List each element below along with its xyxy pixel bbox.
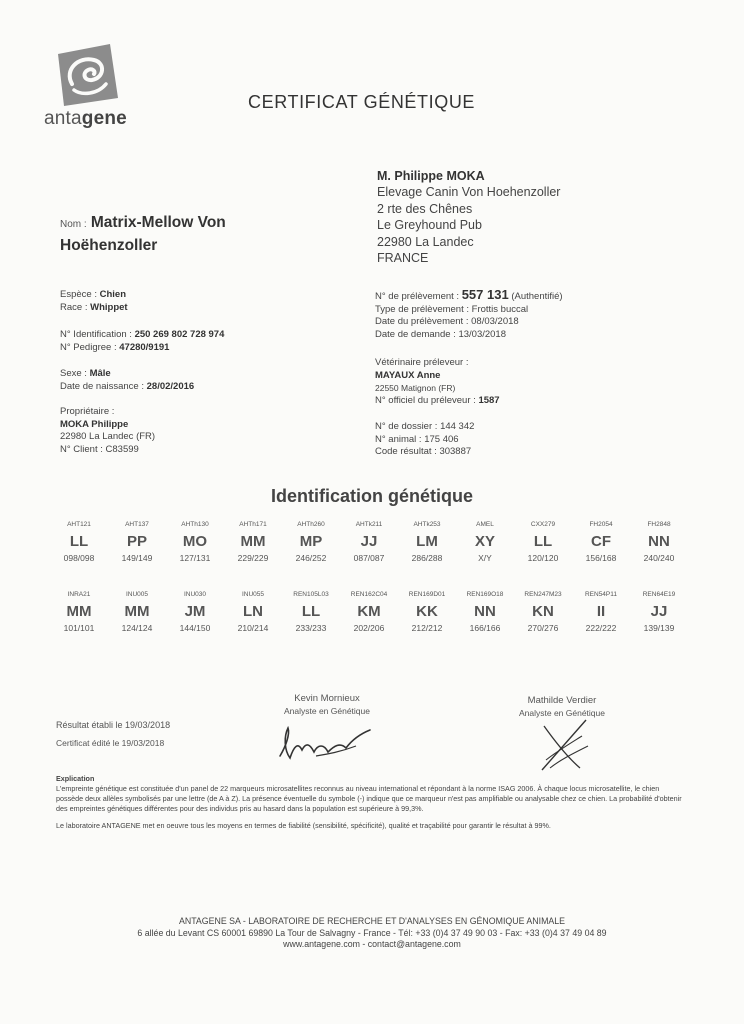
marker-cell <box>282 588 340 634</box>
marker-genotype: MP <box>299 533 323 550</box>
marker-name: AHTh260 <box>297 521 325 528</box>
marker-alleles: 286/288 <box>411 553 443 563</box>
marker-cell <box>572 588 630 634</box>
marker-name: CXX279 <box>530 521 556 528</box>
marker-cell <box>456 518 514 564</box>
marker-genotype: NN <box>648 533 670 550</box>
signature-2-handwriting <box>536 716 596 779</box>
marker-name: FH2054 <box>589 521 613 528</box>
resultat-date: Résultat établi le 19/03/2018 <box>56 720 171 730</box>
marker-cell <box>108 518 166 564</box>
marker-genotype: JM <box>184 603 206 620</box>
marker-genotype: JJ <box>650 603 668 620</box>
marker-alleles: 120/120 <box>527 553 559 563</box>
certificat-date: Certificat édité le 19/03/2018 <box>56 738 165 748</box>
marker-alleles: 156/168 <box>585 553 617 563</box>
genotype-table-row-1 <box>50 518 688 564</box>
marker-cell <box>630 518 688 564</box>
marker-name: AHTh171 <box>239 521 267 528</box>
owner-address-line: Elevage Canin Von Hoehenzoller <box>377 185 561 200</box>
marker-genotype: KN <box>532 603 554 620</box>
marker-genotype: MM <box>66 603 92 620</box>
marker-genotype: KM <box>357 603 381 620</box>
marker-genotype: KK <box>416 603 438 620</box>
marker-alleles: 222/222 <box>585 623 617 633</box>
footer-address: 6 allée du Levant CS 60001 69890 La Tour de Salvagny - France - Tél: +33 (0)4 37 49 90 03 - Fax: +33 (0)4 37 49 04 89 <box>137 927 607 938</box>
explanation-guarantee: Le laboratoire ANTAGENE met en oeuvre tous les moyens en termes de fiabilité (sensibilité, spécificité), qualité et traçabilité pour garantir le résultat à 99%. <box>56 821 551 830</box>
marker-alleles: 098/098 <box>63 553 95 563</box>
marker-cell <box>108 588 166 634</box>
footer <box>0 916 744 951</box>
marker-name: AHT121 <box>67 521 91 528</box>
marker-alleles: 087/087 <box>353 553 385 563</box>
marker-name: AMEL <box>476 521 494 528</box>
marker-name: FH2848 <box>647 521 671 528</box>
marker-name: REN54P11 <box>584 591 618 598</box>
explanation-text: L'empreinte génétique est constituée d'un panel de 22 marqueurs microsatellites reconnus au niveau international et répondant à la norme ISAG 2006. À chaque locus microsatellite, le chien possède deux allèles symbolisés par une lettre (de A à Z). La présence éventuelle du symbole (-) indique que ce marqueur n'est pas amplifiable ou analysable chez ce chien. La probabilité d'obtenir des empreintes génétiques différentes pour des individus pris au hasard dans la population est supérieure à 99,3%. <box>56 784 682 813</box>
proprietaire-block: Propriétaire : MOKA Philippe 22980 La Landec (FR) N° Client : C83599 <box>60 406 156 455</box>
marker-cell <box>630 588 688 634</box>
marker-alleles: 149/149 <box>121 553 153 563</box>
marker-genotype: MM <box>124 603 150 620</box>
marker-name: AHT137 <box>125 521 149 528</box>
marker-name: INU005 <box>125 591 149 598</box>
marker-genotype: II <box>596 603 606 620</box>
marker-alleles: 124/124 <box>121 623 153 633</box>
footer-company: ANTAGENE SA - LABORATOIRE DE RECHERCHE ET D'ANALYSES EN GÉNOMIQUE ANIMALE <box>178 916 566 926</box>
marker-cell <box>572 518 630 564</box>
veterinaire-block: Vétérinaire préleveur : MAYAUX Anne 22550 Matignon (FR) N° officiel du préleveur : 1587 <box>375 357 500 406</box>
marker-alleles: 270/276 <box>527 623 559 633</box>
species-block: Espèce : Chien Race : Whippet <box>60 289 128 313</box>
prelevement-block: N° de prélèvement : 557 131 (Authentifié) Type de prélèvement : Frottis buccal Date du prélèvement : 08/03/2018 Date de demande : 13/03/2018 <box>375 287 563 340</box>
marker-name: REN169O18 <box>466 591 504 598</box>
marker-cell <box>224 588 282 634</box>
marker-genotype: LL <box>69 533 89 550</box>
marker-genotype: JJ <box>360 533 378 550</box>
marker-cell <box>514 588 572 634</box>
marker-alleles: 202/206 <box>353 623 385 633</box>
sex-birth-block: Sexe : Mâle Date de naissance : 28/02/2016 <box>60 368 195 392</box>
marker-alleles: 210/214 <box>237 623 269 633</box>
signature-block-1: Kevin Mornieux Analyste en Génétique <box>283 693 370 716</box>
marker-genotype: MO <box>182 533 208 550</box>
signature-block-2: Mathilde Verdier Analyste en Génétique <box>518 695 605 718</box>
marker-genotype: CF <box>591 533 611 550</box>
marker-name: INU030 <box>183 591 207 598</box>
marker-cell <box>224 518 282 564</box>
owner-address <box>377 168 560 266</box>
explanation-block: Explication L'empreinte génétique est constituée d'un panel de 22 marqueurs microsatellites reconnus au niveau international et répondant à la norme ISAG 2006. À chaque locus microsatellite, le chien possède deux allèles symbolisés par une lettre (de A à Z). La présence éventuelle du symbole (-) indique que ce marqueur n'est pas amplifiable ou analysable chez ce chien. La probabilité d'obtenir des empreintes génétiques différentes pour des individus pris au hasard dans la population est supérieure à 99,3%. Le laboratoire ANTAGENE met en oeuvre tous les moyens en termes de fiabilité (sensibilité, spécificité), qualité et traçabilité pour garantir le résultat à 99%. <box>56 774 684 831</box>
marker-alleles: 212/212 <box>411 623 443 633</box>
marker-genotype: XY <box>474 533 495 550</box>
marker-genotype: NN <box>474 603 496 620</box>
owner-address-line: 2 rte des Chênes <box>377 201 473 216</box>
marker-name: AHTk211 <box>355 521 383 528</box>
marker-genotype: LL <box>301 603 321 620</box>
antagene-logo-text: antagene <box>44 108 127 129</box>
owner-address-line: FRANCE <box>377 251 429 266</box>
marker-cell <box>340 588 398 634</box>
dog-name: Nom : Matrix-Mellow Von Hoëhenzoller <box>60 214 226 254</box>
marker-name: AHTh130 <box>181 521 209 528</box>
marker-genotype: LN <box>243 603 263 620</box>
marker-name: INRA21 <box>67 591 91 598</box>
page-title: CERTIFICAT GÉNÉTIQUE <box>248 92 476 112</box>
marker-name: INU055 <box>241 591 265 598</box>
marker-cell <box>282 518 340 564</box>
marker-genotype: LL <box>533 533 553 550</box>
owner-address-line: Le Greyhound Pub <box>377 218 482 233</box>
marker-alleles: 127/131 <box>179 553 211 563</box>
marker-alleles: 229/229 <box>237 553 269 563</box>
marker-cell <box>166 518 224 564</box>
marker-cell <box>514 518 572 564</box>
marker-alleles: 240/240 <box>643 553 675 563</box>
marker-name: REN105L03 <box>293 591 329 598</box>
marker-alleles: 246/252 <box>295 553 327 563</box>
marker-alleles: 144/150 <box>179 623 211 633</box>
owner-address-line: 22980 La Landec <box>377 234 474 249</box>
footer-web: www.antagene.com - contact@antagene.com <box>283 939 461 949</box>
marker-name: REN162C04 <box>350 591 388 598</box>
marker-genotype: MM <box>240 533 266 550</box>
marker-name: REN169D01 <box>408 591 446 598</box>
owner-name: M. Philippe MOKA <box>377 169 485 183</box>
signature-1-handwriting <box>276 722 376 769</box>
marker-name: REN247M23 <box>524 591 562 598</box>
marker-genotype: LM <box>416 533 438 550</box>
marker-genotype: PP <box>126 533 147 550</box>
section-title: Identification génétique <box>270 486 473 506</box>
marker-alleles: 101/101 <box>63 623 95 633</box>
marker-name: AHTk253 <box>413 521 441 528</box>
dossier-block: N° de dossier : 144 342 N° animal : 175 406 Code résultat : 303887 <box>375 421 475 457</box>
marker-cell <box>398 588 456 634</box>
marker-alleles: X/Y <box>478 553 492 563</box>
marker-name: REN64E19 <box>642 591 676 598</box>
marker-cell <box>50 518 108 564</box>
marker-cell <box>50 588 108 634</box>
marker-cell <box>166 588 224 634</box>
marker-cell <box>340 518 398 564</box>
marker-cell <box>398 518 456 564</box>
marker-alleles: 233/233 <box>295 623 327 633</box>
identification-block: N° Identification : 250 269 802 728 974 N° Pedigree : 47280/9191 <box>60 329 225 353</box>
marker-alleles: 166/166 <box>469 623 501 633</box>
genotype-table-row-2 <box>50 588 688 634</box>
marker-alleles: 139/139 <box>643 623 675 633</box>
marker-cell <box>456 588 514 634</box>
